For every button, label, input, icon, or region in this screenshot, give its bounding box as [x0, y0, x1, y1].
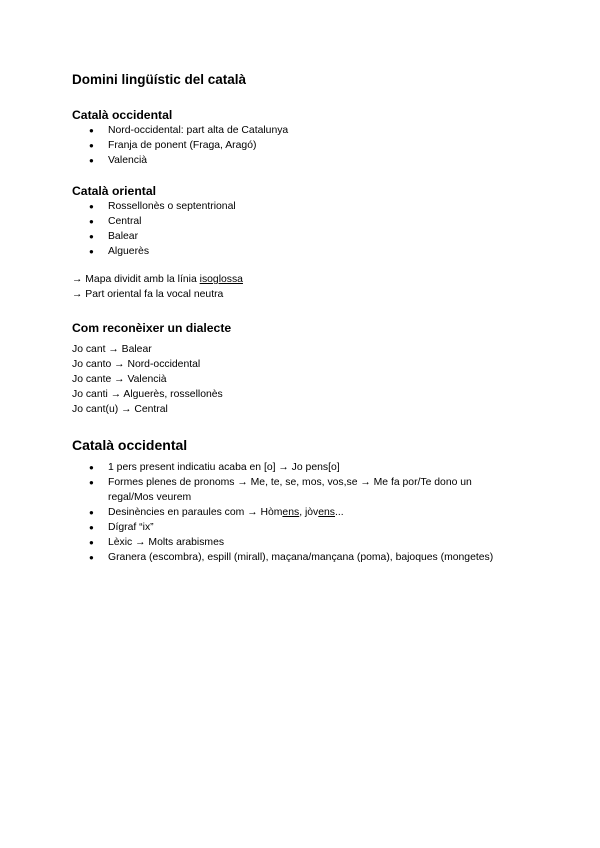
list-item: ● Lèxic → Molts arabismes — [72, 535, 532, 550]
desinences-text: Desinències en paraules com → Hòm — [108, 507, 283, 518]
occidental-list — [72, 123, 532, 168]
section-heading-occidental: Català occidental — [72, 108, 173, 122]
note-vocal-neutra: → Part oriental fa la vocal neutra — [72, 289, 224, 300]
list-item — [72, 505, 532, 520]
isoglossa-term: isoglossa — [199, 274, 243, 285]
section-heading-recognize: Com reconèixer un dialecte — [72, 321, 232, 335]
desinences-mid: , jòv — [299, 507, 319, 518]
note-isoglossa — [72, 272, 532, 287]
document-title: Domini lingüístic del català — [72, 72, 247, 87]
list-item: ● Nord-occidental: part alta de Catalunya — [72, 123, 532, 138]
dialect-line: Jo cante → Valencià — [72, 374, 167, 385]
section-heading-occidental-2: Català occidental — [72, 437, 188, 453]
desinence-ens-1: ens — [282, 507, 300, 518]
list-item: ● Franja de ponent (Fraga, Aragó) — [72, 138, 532, 153]
dialect-line: Jo canto → Nord-occidental — [72, 359, 201, 370]
dialect-line: Jo canti → Alguerès, rossellonès — [72, 389, 223, 400]
note-isoglossa-text: → Mapa dividit amb la línia — [72, 274, 200, 285]
list-item: ● Dígraf “ix” — [72, 520, 532, 535]
dialect-line: Jo cant(u) → Central — [72, 404, 168, 415]
recognize-lines — [72, 342, 532, 417]
oriental-list — [72, 199, 532, 259]
list-item: ● Balear — [72, 229, 532, 244]
desinence-ens-2: ens — [318, 507, 336, 518]
list-item: ● Formes plenes de pronoms → Me, te, se, mos, vos,se → Me fa por/Te dono un regal/Mos veurem — [72, 475, 520, 505]
list-item: ● 1 pers present indicatiu acaba en [o] → Jo pens[o] — [72, 460, 532, 475]
list-item: ● Alguerès — [72, 244, 532, 259]
dialect-line: Jo cant → Balear — [72, 344, 152, 355]
list-item: ● Rossellonès o septentrional — [72, 199, 532, 214]
section-heading-oriental: Català oriental — [72, 184, 156, 198]
occidental-features-list — [72, 460, 532, 565]
desinences-suffix: ... — [335, 507, 344, 518]
list-item: ● Valencià — [72, 153, 532, 168]
list-item: ● Granera (escombra), espill (mirall), maçana/mançana (poma), bajoques (mongetes) — [72, 550, 532, 565]
list-item: ● Central — [72, 214, 532, 229]
document-page — [72, 72, 532, 565]
